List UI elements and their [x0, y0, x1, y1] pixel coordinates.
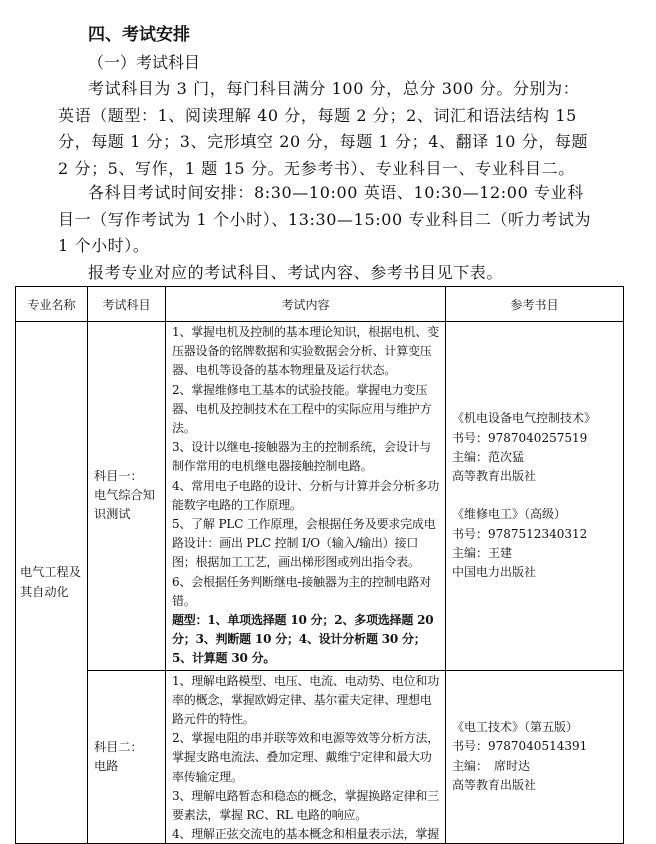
- content-item: 2、掌握电阻的串并联等效和电源等效等分析方法，掌握支路电流法、叠加定理、戴维宁定律和最大功率传输定理。: [172, 731, 440, 784]
- subject-cell: [88, 322, 166, 671]
- exam-table: [15, 286, 624, 844]
- header-subject: 考试科目: [88, 287, 166, 322]
- reference-cell: [446, 322, 624, 671]
- reference-line: 主编：王建: [452, 545, 513, 560]
- content-cell: [166, 322, 446, 671]
- reference-line: 书号：9787512340312: [452, 526, 588, 541]
- table-header-row: [16, 287, 624, 322]
- content-item: 5、了解 PLC 工作原理，会根据任务及要求完成电路设计：画出 PLC 控制 I/O（输入/输出）接口图；根据加工工艺，画出梯形图或列出指令表。: [172, 517, 436, 570]
- subject-cell: [88, 670, 166, 843]
- subject-number: 科目一：: [94, 469, 143, 484]
- reference-line: 中国电力出版社: [452, 565, 537, 580]
- header-references: 参考书目: [446, 287, 624, 322]
- header-major: 专业名称: [16, 287, 88, 322]
- reference-line: 书号：9787040514391: [452, 739, 588, 754]
- reference-line: 高等教育出版社: [452, 777, 537, 792]
- subject-title: 电气综合知识测试: [94, 488, 155, 522]
- content-item: 1、理解电路模型、电压、电流、电动势、电位和功率的概念，掌握欧姆定律、基尔霍夫定律、理想电路元件的特性。: [172, 673, 440, 727]
- content-item: 4、理解正弦交流电的基本概念和相量表示法，掌握: [172, 827, 440, 842]
- reference-cell: [446, 670, 624, 843]
- content-cell: [166, 670, 446, 843]
- paragraph-table-intro: 报考专业对应的考试科目、考试内容、参考书目见下表。: [88, 263, 504, 282]
- table-row: [16, 670, 624, 843]
- reference-line: 《维修电工》（高级）: [452, 507, 567, 522]
- content-item: 1、掌握电机及控制的基本理论知识，根据电机、变压器设备的铭牌数据和实验数据会分析、计算变压器、电机等设备的基本物理量及运行状态。: [172, 325, 440, 378]
- section-heading: 四、考试安排: [88, 25, 190, 45]
- paragraph-subjects: 考试科目为 3 门，每门科目满分 100 分，总分 300 分。分别为：英语（题型：1、阅读理解 40 分，每题 2 分；2、词汇和语法结构 15 分，每题 1 分；3、完形填空 20 分，每题 1 分；4、翻译 10 分，每题 2 分；5、写作，1 题 15 分。无参考书）、专业科目一、专业科目二。: [58, 79, 589, 178]
- paragraph-schedule: 各科目考试时间安排：8:30—10:00 英语、10:30—12:00 专业科目一（写作考试为 1 个小时）、13:30—15:00 专业科目二（听力考试为 1 个小时）。: [58, 183, 592, 255]
- subject-title: 电路: [94, 758, 119, 773]
- reference-line: 《电工技术》（第五版）: [452, 720, 579, 735]
- header-content: 考试内容: [166, 287, 446, 322]
- content-item: 3、设计以继电-接触器为主的控制系统，会设计与制作常用的电机继电器接触控制电路。: [172, 440, 432, 474]
- content-item: 2、掌握维修电工基本的试验技能。掌握电力变压器、电机及控制技术在工程中的实际应用与维护方法。: [172, 382, 432, 436]
- subsection-heading: （一）考试科目: [88, 53, 201, 72]
- content-item: 6、会根据任务判断继电-接触器为主的控制电路对错。: [172, 574, 432, 608]
- reference-line: 《机电设备电气控制技术》: [452, 411, 597, 426]
- content-item: 4、常用电子电路的设计、分析与计算并会分析多功能数字电路的工作原理。: [172, 478, 440, 512]
- major-name: 电气工程及其自动化: [16, 322, 88, 844]
- reference-line: 主编： 席时达: [452, 758, 531, 773]
- table-row: [16, 322, 624, 671]
- subject-number: 科目二：: [94, 739, 143, 754]
- reference-line: 高等教育出版社: [452, 469, 537, 484]
- question-types: 题型：1、单项选择题 10 分；2、多项选择题 20 分；3、判断题 10 分；4、设计分析题 30 分；5、计算题 30 分。: [172, 613, 434, 666]
- reference-line: 主编：范次猛: [452, 449, 525, 464]
- reference-line: 书号：9787040257519: [452, 430, 588, 445]
- reference-spacer: [452, 486, 617, 505]
- content-item: 3、理解电路暂态和稳态的概念，掌握换路定律和三要素法，掌握 RC、RL 电路的响应。: [172, 788, 440, 823]
